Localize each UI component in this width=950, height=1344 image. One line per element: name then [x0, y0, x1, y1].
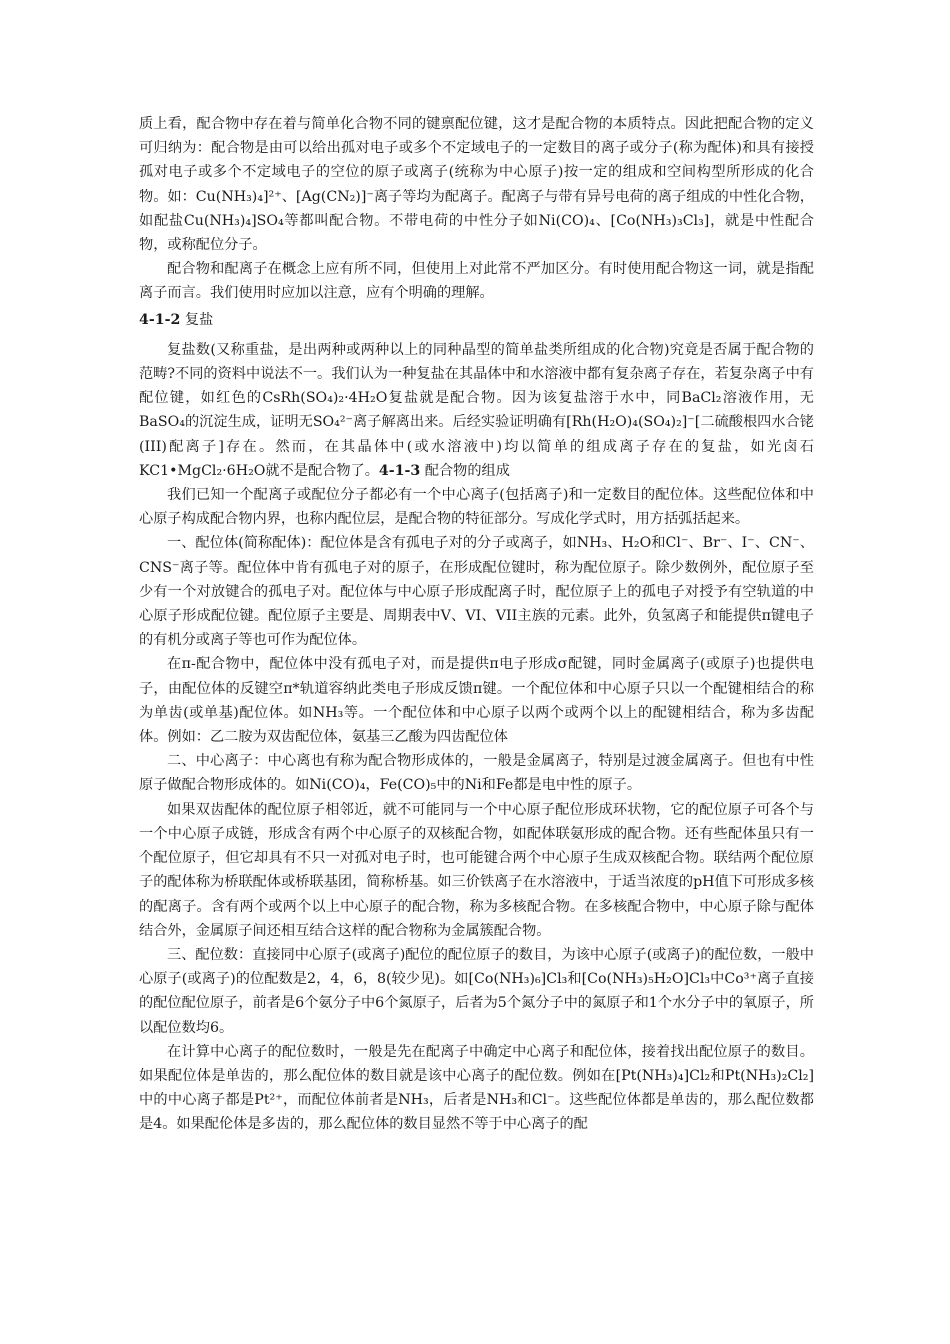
paragraph-double-salt [139, 338, 814, 483]
paragraph-double-salt-text: 复盐数(又称重盐，是出两种或两种以上的同种晶型的简单盐类所组成的化合物)究竟是否属于配合物的范畴?不同的资料中说法不一。我们认为一种复盐在其晶体中和水溶液中都有复杂离子存在，若复杂离子中有配位键，如红色的CsRh(SO₄)₂·4H₂O复盐就是配合物。因为该复盐溶于水中，同BaCl₂溶液作用，无BaSO₄的沉淀生成，证明无SO₄²⁻离子解离出来。后经实验证明确有[Rh(H₂O)₄(SO₄)₂]⁻[二硫酸根四水合铑(III)配离子]存在。然而，在其晶体中(或水溶液中)均以简单的组成离子存在的复盐，如光卤石KC1•MgCl₂·6H₂O就不是配合物了。 [139, 341, 814, 479]
paragraph-central-ion: 二、中心离子：中心离也有称为配合物形成体的，一般是金属离子，特别是过渡金属离子。但也有中性原子做配合物形成体的。如Ni(CO)₄，Fe(CO)₅中的Ni和Fe都是电中性的原子。 [139, 753, 814, 794]
paragraph-ligand: 一、配位体(简称配体)：配位体是含有孤电子对的分子或离子，如NH₃、H₂O和Cl⁻、Br⁻、I⁻、CN⁻、CNS⁻离子等。配位体中肯有孤电子对的原子，在形成配位键时，称为配位原子。除少数例外，配位原子至少有一个对放键合的孤电子对。配位体与中心原子形成配离子时，配位原子上的孤电子对授予有空轨道的中心原子形成配位键。配位原子主要是、周期表中V、VI、VII主族的元素。此外，负氢离子和能提供π键电子的有机分或离子等也可作为配位体。 [139, 535, 814, 649]
section-heading-double-salt [139, 308, 814, 332]
paragraph-bridging-ligand: 如果双齿配体的配位原子相邻近，就不可能同与一个中心原子配位形成环状物，它的配位原子可各个与一个中心原子成链，形成含有两个中心原子的双核配合物，如配体联氨形成的配合物。还有些配体虽只有一个配位原子，但它却具有不只一对孤对电子时，也可能键合两个中心原子生成双核配合物。联结两个配位原子的配体称为桥联配体或桥联基团，简称桥基。如三价铁离子在水溶液中，于适当浓度的pH值下可形成多核的配离子。含有两个或两个以上中心原子的配合物，称为多核配合物。在多核配合物中，中心原子除与配体结合外，金属原子间还相互结合这样的配合物称为金属簇配合物。 [139, 801, 814, 939]
inline-section-number: 4-1-3 [378, 462, 421, 479]
paragraph-composition-intro: 我们已知一个配离子或配位分子都必有一个中心离子(包括离子)和一定数目的配位体。这些配位体和中心原子构成配合物内界，也称内配位层，是配合物的特征部分。写成化学式时，用方括弧括起来。 [139, 487, 814, 528]
paragraph-complex-vs-ion: 配合物和配离子在概念上应有所不同，但使用上对此常不严加区分。有时使用配合物这一词，就是指配离子而言。我们使用时应加以注意，应有个明确的理解。 [139, 261, 814, 302]
document-body [139, 112, 814, 1137]
section-number: 4-1-2 [139, 311, 181, 328]
paragraph-pi-complex: 在π-配合物中，配位体中没有孤电子对，而是提供π电子形成σ配键，同时金属离子(或原子)也提供电子，由配位体的反键空π*轨道容纳此类电子形成反馈π键。一个配位体和中心原子只以一个配键相结合的称为单齿(或单基)配位体。如NH₃等。一个配位体和中心原子以两个或两个以上的配键相结合，称为多齿配体。例如：乙二胺为双齿配位体，氨基三乙酸为四齿配位体 [139, 656, 814, 746]
inline-section-title: 配合物的组成 [420, 462, 510, 479]
section-title: 复盐 [180, 311, 214, 328]
paragraph-definition-continued: 质上看，配合物中存在着与简单化合物不同的键禀配位键，这才是配合物的本质特点。因此把配合物的定义可归纳为：配合物是由可以给出孤对电子或多个不定域电子的一定数目的离子或分子(称为配体)和具有接授孤对电子或多个不定域电子的空位的原子或离子(统称为中心原子)按一定的组成和空间构型所形成的化合物。如：Cu(NH₃)₄]²⁺、[Ag(CN₂)]⁻离子等均为配离子。配离子与带有异号电荷的离子组成的中性化合物，如配盐Cu(NH₃)₄]SO₄等都叫配合物。不带电荷的中性分子如Ni(CO)₄、[Co(NH₃)₃Cl₃]，就是中性配合物，或称配位分子。 [139, 116, 814, 254]
paragraph-coordination-calc: 在计算中心离子的配位数时，一般是先在配离子中确定中心离子和配位体，接着找出配位原子的数目。如果配位体是单齿的，那么配位体的数目就是该中心离子的配位数。例如在[Pt(NH₃)₄]Cl₂和Pt(NH₃)₂Cl₂]中的中心离子都是Pt²⁺，而配位体前者是NH₃，后者是NH₃和Cl⁻。这些配位体都是单齿的，那么配位数都是4。如果配伦体是多齿的，那么配位体的数目显然不等于中心离子的配 [139, 1043, 814, 1133]
paragraph-coordination-number: 三、配位数：直接同中心原子(或离子)配位的配位原子的数目，为该中心原子(或离子)的配位数，一般中心原子(或离子)的位配数是2，4，6，8(较少见)。如[Co(NH₃)₆]Cl₃和[Co(NH₃)₅H₂O]Cl₃中Co³⁺离子直接的配位配位原子，前者是6个氨分子中6个氮原子，后者为5个氮分子中的氮原子和1个水分子中的氧原子，所以配位数均6。 [139, 946, 814, 1036]
